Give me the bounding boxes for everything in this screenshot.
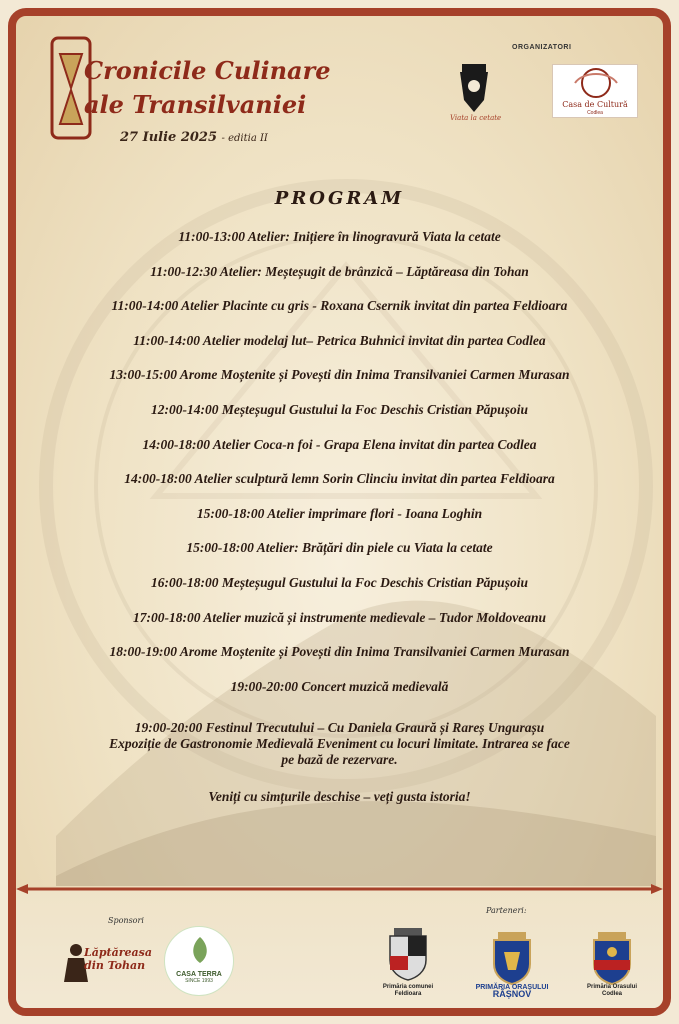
sponsor1-line-2: din Tohan [84, 959, 146, 972]
codlea-crest-icon [590, 930, 634, 986]
sponsor2-label [164, 971, 234, 984]
partner2-caption [467, 984, 557, 998]
partner2-line-1: PRIMĂRIA ORAȘULUI [475, 984, 549, 991]
casa-terra-logo [164, 926, 234, 996]
event-title-block [46, 34, 346, 154]
partners-label: Parteneri: [486, 906, 527, 915]
organizer1-name: Viata la cetate [450, 114, 502, 122]
leaf-icon [165, 927, 235, 971]
edition-text: - editia II [221, 133, 268, 144]
program-item: 18:00-19:00 Arome Moștenite și Povești din Inima Transilvaniei Carmen Murasan [109, 644, 570, 660]
program-item: 15:00-18:00 Atelier: Brățări din piele cu Viata la cetate [186, 540, 493, 556]
sponsors-label: Sponsori [108, 916, 144, 925]
program-item: 14:00-18:00 Atelier Coca-n foi - Grapa Elena invitat din partea Codlea [142, 436, 537, 452]
sponsor1-line-1: Lăptăreasa [84, 946, 153, 959]
poster-frame [8, 8, 671, 1016]
sponsor2-name: CASA TERRA [176, 971, 222, 978]
date-text: 27 Iulie 2025 [120, 130, 218, 145]
program-list [16, 229, 663, 713]
casa-emblem-icon [553, 65, 639, 101]
festin-line-3: pe bază de rezervare. [281, 752, 398, 767]
sponsor2-since: SINCE 1993 [185, 978, 213, 984]
partner3-caption [567, 984, 657, 998]
partner3-line-2: Codlea [601, 991, 622, 997]
program-item: 14:00-18:00 Atelier sculptură lemn Sorin Clinciu invitat din partea Feldioara [124, 471, 555, 487]
program-item: 13:00-15:00 Arome Moștenite și Povești din Inima Transilvaniei Carmen Murasan [109, 367, 570, 383]
partner2-line-2: RÂȘNOV [492, 989, 532, 999]
partner1-line-2: Feldioara [394, 991, 422, 997]
program-title: PROGRAM [274, 188, 405, 209]
organizer2-name: Casa de Cultură [562, 100, 628, 109]
program-item: 19:00-20:00 Concert muzică medievală [230, 678, 449, 694]
sponsor1-name [84, 946, 152, 972]
program-item: 15:00-18:00 Atelier imprimare flori - Ioana Loghin [196, 505, 483, 521]
organizers-label: ORGANIZATORI [512, 44, 572, 51]
festin-line-2: Expoziție de Gastronomie Medievală Eveniment cu locuri limitate. Intrarea se face [109, 736, 570, 751]
partner3-line-1: Primăria Orasului [586, 984, 638, 990]
partner1-caption [363, 984, 453, 998]
program-item: 16:00-18:00 Meșteșugul Gustului la Foc Deschis Cristian Păpușoiu [151, 574, 528, 590]
program-item: 12:00-14:00 Meșteșugul Gustului la Foc Deschis Cristian Păpușoiu [151, 401, 528, 417]
festin-line-1: 19:00-20:00 Festinul Trecutului – Cu Daniela Graură și Rareș Ungurașu [134, 720, 545, 735]
feldioara-crest-icon [386, 926, 430, 982]
program-item: 11:00-13:00 Atelier: Inițiere în linogravură Viata la cetate [178, 229, 501, 244]
program-item: 11:00-12:30 Atelier: Meșteșugit de brânzică – Lăptăreasa din Tohan [150, 263, 529, 279]
festin-block [76, 720, 603, 768]
rasnov-crest-icon [490, 930, 534, 986]
title-line-2: ale Transilvaniei [84, 90, 307, 119]
program-item: 11:00-14:00 Atelier Placinte cu gris - Roxana Csernik invitat din partea Feldioara [111, 298, 568, 314]
hourglass-icon [46, 34, 96, 144]
partner1-line-1: Primăria comunei [382, 984, 434, 990]
ornamental-divider [16, 882, 663, 896]
organizer2-city: Codlea [587, 110, 603, 116]
closing-line: Veniți cu simțurile deschise – veți gusta istoria! [208, 789, 471, 804]
program-item: 17:00-18:00 Atelier muzică și instrumente medievale – Tudor Moldoveanu [133, 609, 546, 625]
program-item: 11:00-14:00 Atelier modelaj lut– Petrica Buhnici invitat din partea Codlea [133, 332, 546, 348]
event-date [120, 130, 268, 145]
title-line-1: Cronicile Culinare [84, 56, 331, 85]
